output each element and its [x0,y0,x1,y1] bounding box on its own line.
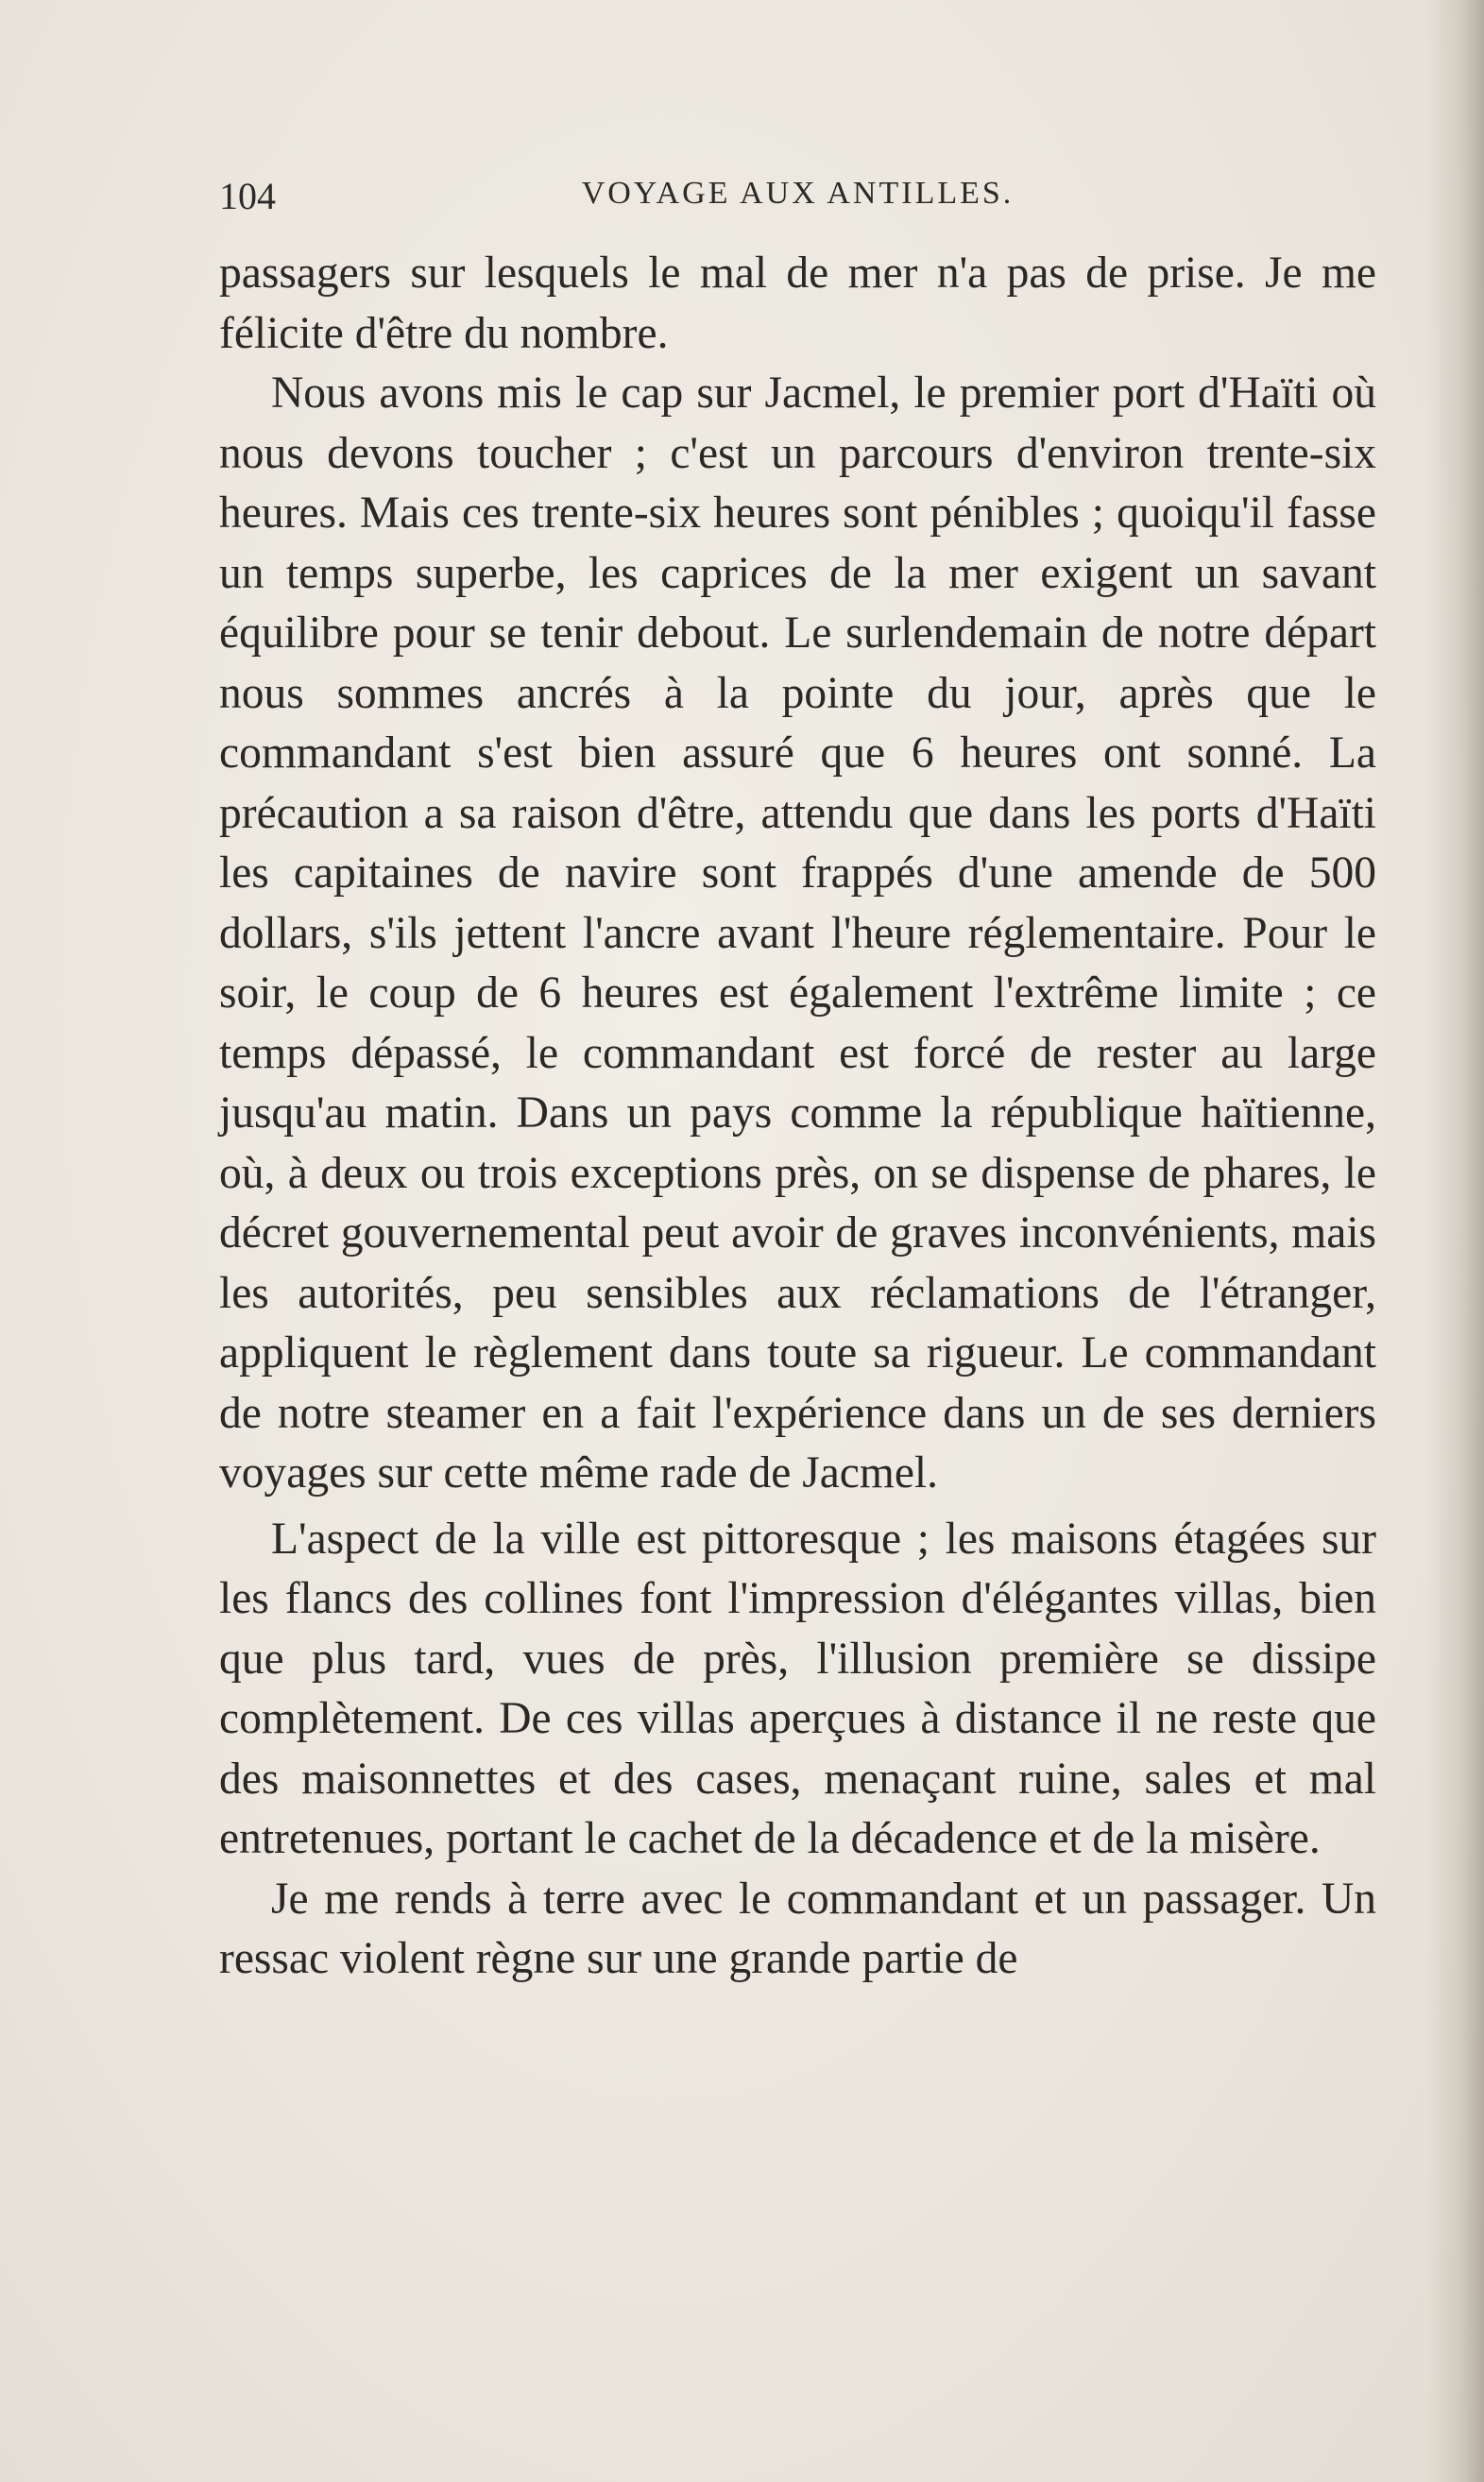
paragraph-continued: passagers sur lesquels le mal de mer n'a pas de prise. Je me félicite d'être du nombre. [219,248,1376,358]
paragraph: Nous avons mis le cap sur Jacmel, le premier port d'Haïti où nous devons toucher ; c'est un parcours d'environ trente-six heures. Mais ces trente-six heures sont pénibles ; quoiqu'il fasse un temps superbe, les caprices de la mer exigent un savant équilibre pour se tenir debout. Le surlendemain de notre départ nous sommes ancrés à la pointe du jour, après que le commandant s'est bien assuré que 6 heures ont sonné. La précaution a sa raison d'être, attendu que dans les ports d'Haïti les capitaines de navire sont frappés d'une amende de 500 dollars, s'ils jettent l'ancre avant l'heure réglementaire. Pour le soir, le coup de 6 heures est également l'extrême limite ; ce temps dépassé, le commandant est forcé de rester au large jusqu'au matin. Dans un pays comme la république haïtienne, où, à deux ou trois exceptions près, on se dispense de phares, le décret gouvernemental peut avoir de graves inconvénients, mais les autorités, peu sensibles aux réclamations de l'étranger, appliquent le règlement dans toute sa rigueur. Le commandant de notre steamer en a fait l'expérience dans un de ses derniers voyages sur cette même rade de Jacmel. [219,368,1376,1498]
page-header [219,168,1376,225]
body-text [219,244,1376,1990]
page-number: 104 [219,175,276,217]
page-edge-shadow [1427,0,1484,2482]
running-title: VOYAGE AUX ANTILLES. [581,176,1015,211]
paragraph: L'aspect de la ville est pittoresque ; les maisons étagées sur les flancs des collines font l'impression d'élégantes villas, bien que plus tard, vues de près, l'illusion première se dissipe complètement. De ces villas aperçues à distance il ne reste que des maisonnettes et des cases, menaçant ruine, sales et mal entretenues, portant le cachet de la décadence et de la misère. [219,1514,1376,1863]
paragraph: Je me rends à terre avec le commandant et un passager. Un ressac violent règne sur une grande partie de [219,1874,1376,1983]
